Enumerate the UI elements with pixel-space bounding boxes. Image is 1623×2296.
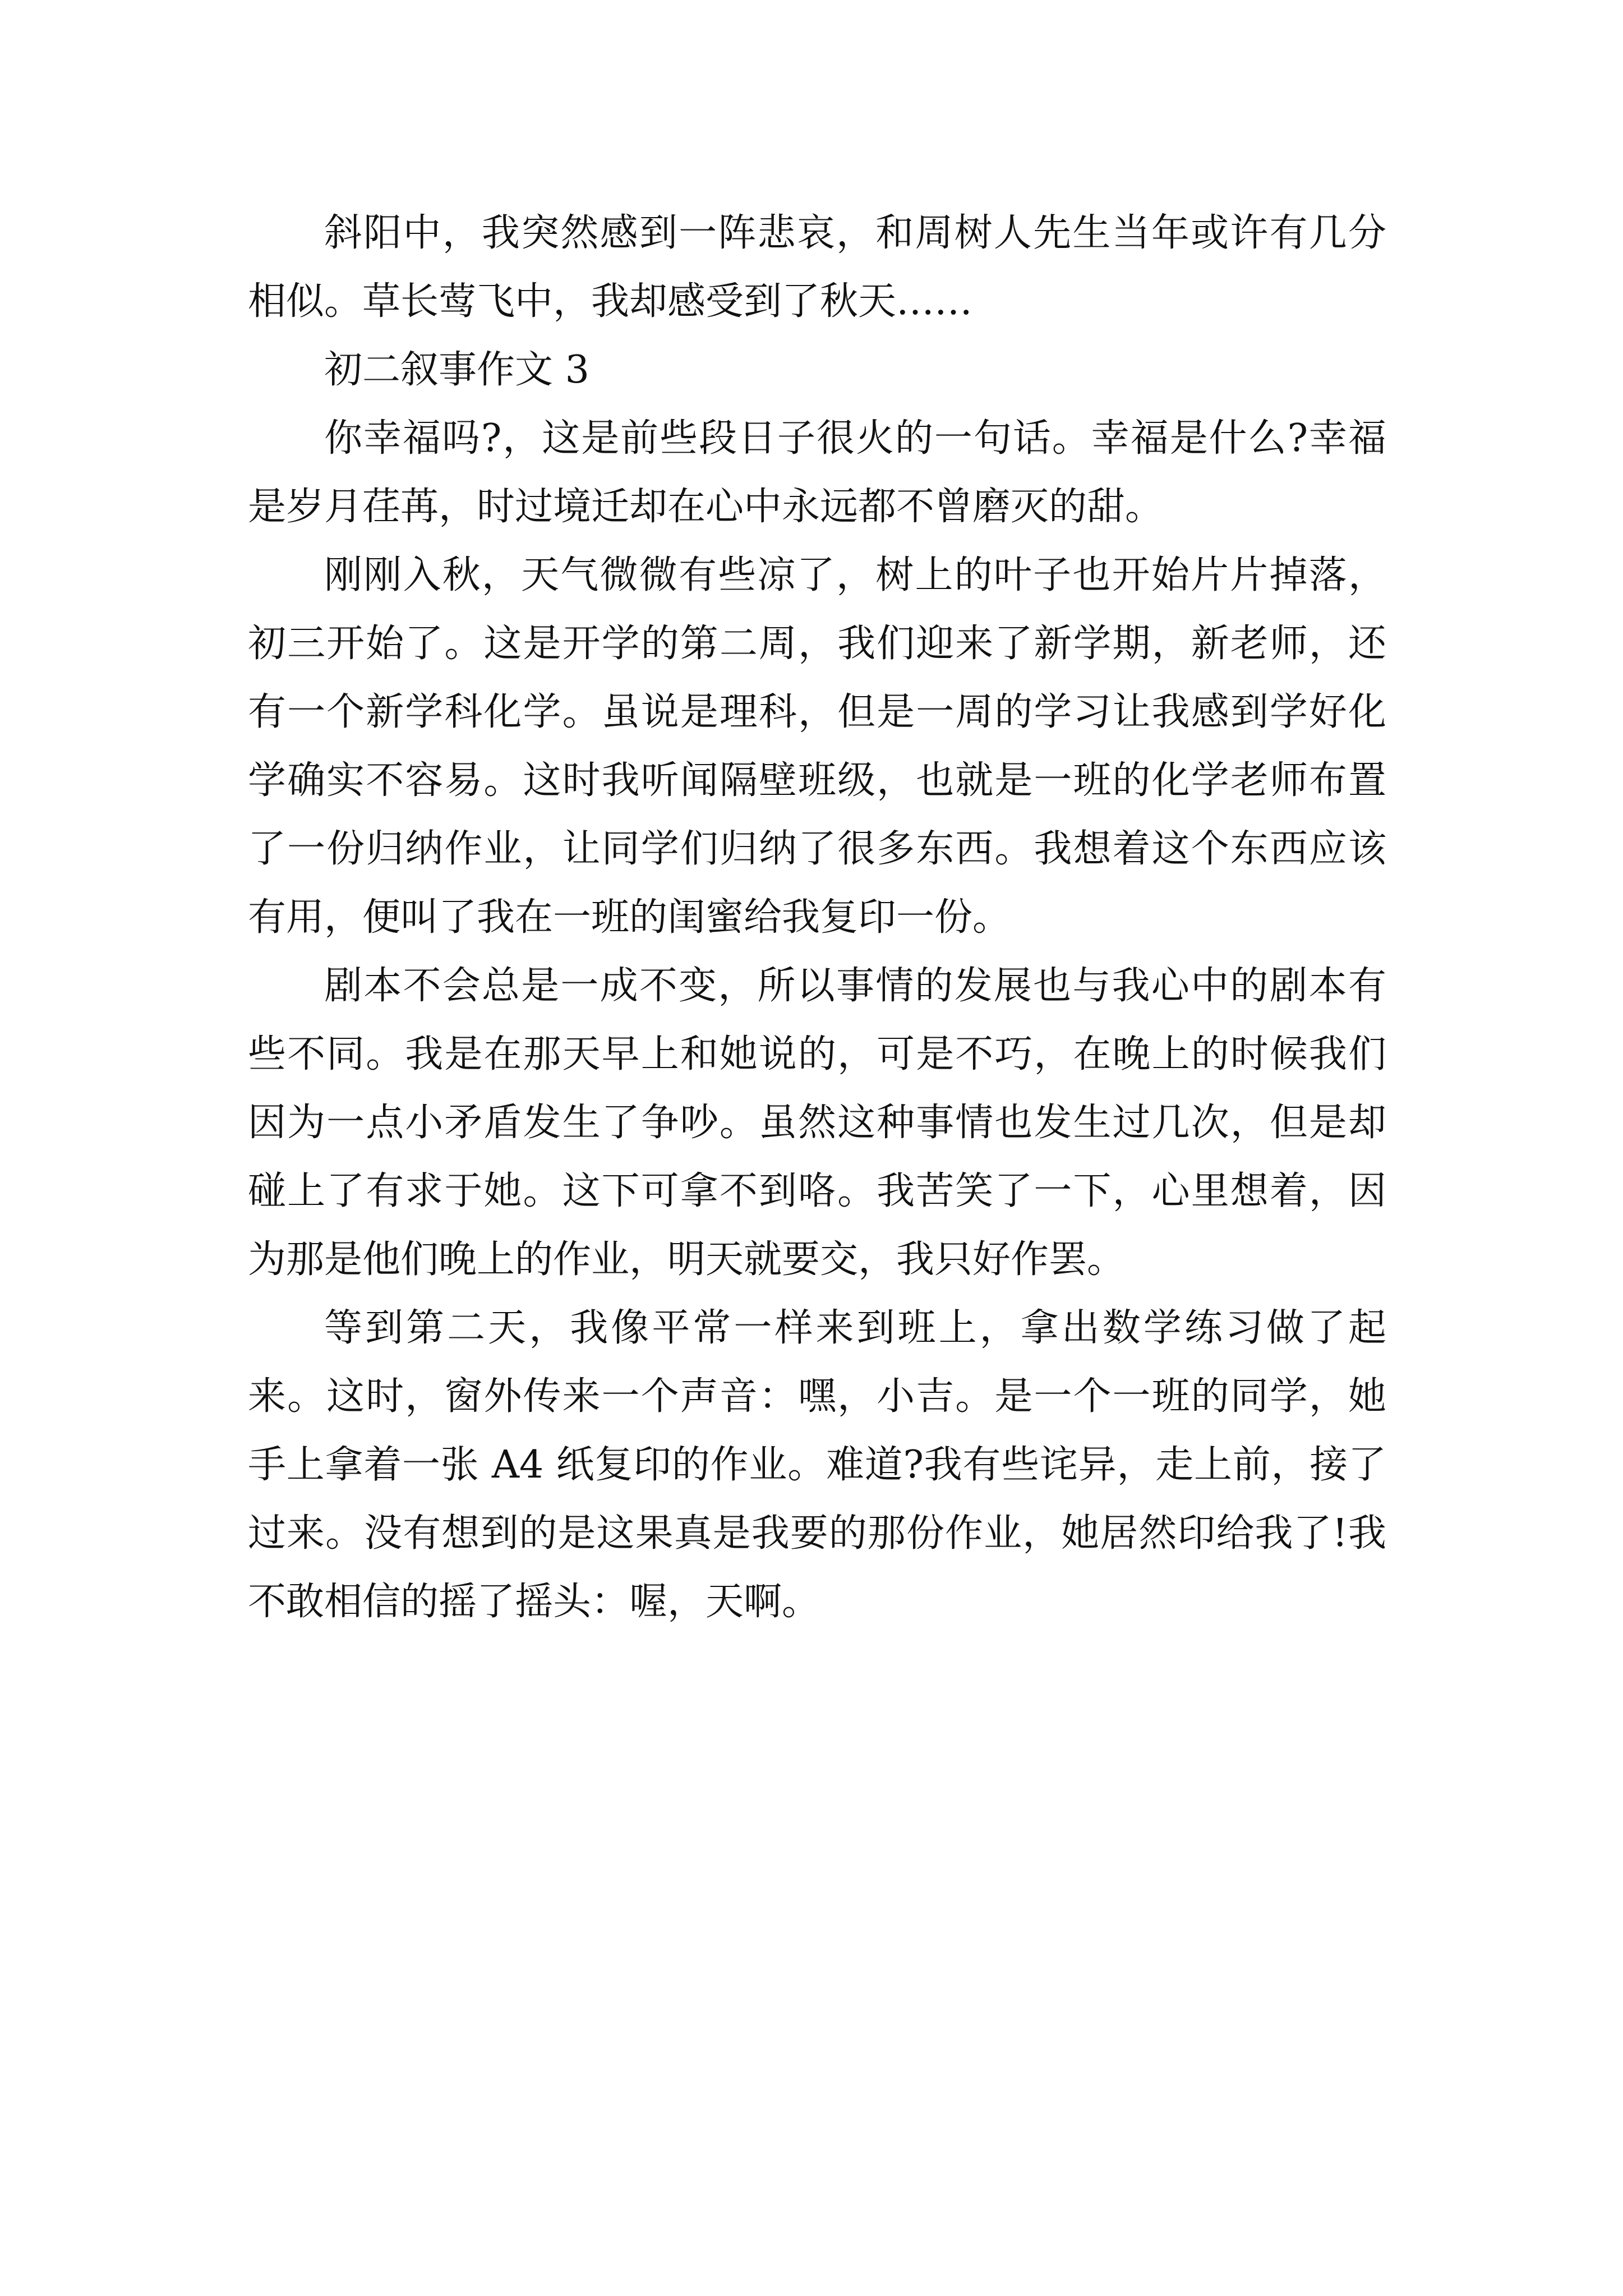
paragraph: 斜阳中，我突然感到一阵悲哀，和周树人先生当年或许有几分相似。草长莺飞中，我却感受到了秋天…… (248, 211, 1386, 324)
paragraph: 你幸福吗?，这是前些段日子很火的一句话。幸福是什么?幸福是岁月荏苒，时过境迁却在心中永远都不曾磨灭的甜。 (248, 416, 1386, 529)
paragraph: 剧本不会总是一成不变，所以事情的发展也与我心中的剧本有些不同。我是在那天早上和她说的，可是不巧，在晚上的时候我们因为一点小矛盾发生了争吵。虽然这种事情也发生过几次，但是却碰上了有求于她。这下可拿不到咯。我苦笑了一下，心里想着，因为那是他们晚上的作业，明天就要交，我只好作罢。 (248, 964, 1386, 1282)
paragraph: 等到第二天，我像平常一样来到班上，拿出数学练习做了起来。这时，窗外传来一个声音：嘿，小吉。是一个一班的同学，她手上拿着一张 A4 纸复印的作业。难道?我有些诧异，走上前，接了过来。没有想到的是这果真是我要的那份作业，她居然印给我了!我不敢相信的摇了摇头：喔，天啊。 (248, 1306, 1386, 1624)
section-heading: 初二叙事作文 3 (324, 348, 589, 392)
document-body (248, 199, 1386, 1636)
paragraph: 刚刚入秋，天气微微有些凉了，树上的叶子也开始片片掉落，初三开始了。这是开学的第二周，我们迎来了新学期，新老师，还有一个新学科化学。虽说是理科，但是一周的学习让我感到学好化学确实不容易。这时我听闻隔壁班级，也就是一班的化学老师布置了一份归纳作业，让同学们归纳了很多东西。我想着这个东西应该有用，便叫了我在一班的闺蜜给我复印一份。 (248, 553, 1386, 940)
